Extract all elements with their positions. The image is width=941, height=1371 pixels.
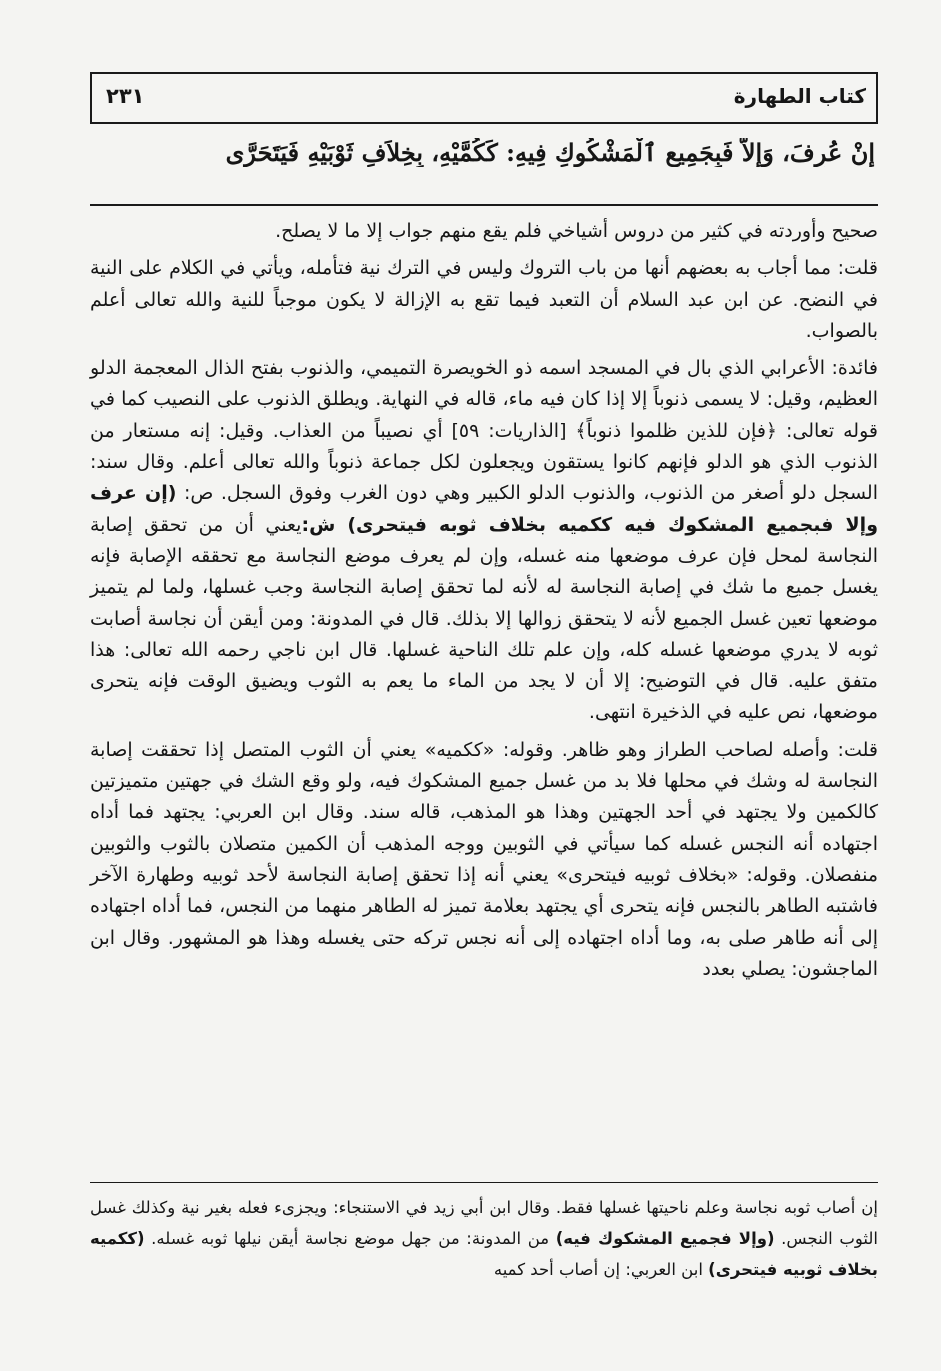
paragraph: صحيح وأوردته في كثير من دروس أشياخي فلم يقع منهم جواب إلا ما لا يصلح. [275,220,878,242]
paragraph-text: يعني أن من تحقق إصابة النجاسة لمحل فإن عرف موضعها منه غسله، وإن لم يعرف موضع النجاسة مع تحققه الإصابة فإنه يغسل جميع ما شك في إصابة النجاسة له لأنه لما تحقق إصابة النجاسة وجب غسلها، ولما لم يتميز موضعها تعين غسل الجميع لأنه لا يتحقق زوالها إلا بذلك. قال في المدونة: ومن أيقن أن نجاسة أصابت ثوبه لا يدري موضعها غسله كله، وإن علم تلك الناحية غسلها. قال ابن ناجي رحمه الله تعالى: هذا متفق عليه. قال في التوضيح: إلا أن لا يجد من الماء ما يعم به الثوب ويضيق الوقت فإنه يتحرى موضعها، نص عليه في الذخيرة انتهى. [90,513,878,724]
footnote-text: إن أصاب ثوبه نجاسة وعلم ناحيتها غسلها فقط. وقال ابن أبي زيد في الاستنجاء: ويجزىء فعله بغير نية وكذلك غسل الثوب النجس. [90,1198,878,1248]
paragraph: قلت: وأصله لصاحب الطراز وهو ظاهر. وقوله: «ككميه» يعني أن الثوب المتصل إذا تحققت إصابة النجاسة له وشك في محلها فلا بد من غسل جميع المشكوك فيه، ولو وقع الشك في جهتين متميزتين كالكمين ولا يجتهد في أحد الجهتين وهذا هو المذهب، قاله سند. وقال ابن العربي: يجتهد فما أداه اجتهاده أنه النجس غسله كما سيأتي في الثوبين ووجه المذهب أن الكمين متصلان بالثوب والثوبين منفصلان. وقوله: «بخلاف ثوبيه فيتحرى» يعني أنه إذا تحقق إصابة النجاسة لأحد ثوبيه وطهارة الآخر فاشتبه الطاهر بالنجس فإنه يتحرى أي يجتهد بعلامة تميز له الطاهر منهما من النجس، فما أداه اجتهاده إلى أنه طاهر صلى به، وما أداه اجتهاده إلى أنه نجس تركه حتى يغسله وهذا هو المشهور. وقال ابن الماجشون: يصلي بعدد [90,738,878,980]
matn-divider [90,204,878,206]
paragraph: قلت: مما أجاب به بعضهم أنها من باب التروك وليس في الترك نية فتأمله، ويأتي في الكلام على النية في النضح. عن ابن عبد السلام أن التعبد فيما تقع به الإزالة لا يكون موجباً للنية والله تعالى أعلم بالصواب. [90,257,878,342]
matn-quote: (إن عرف وإلا فبجميع المشكوك فيه ككميه بخلاف ثوبه فيتحرى) [90,482,879,536]
footnotes [90,1192,878,1285]
footnote-quote: (وإلا فجميع المشكوك فيه) [555,1229,775,1248]
footnote-quote: (ككميه بخلاف ثوبيه فيتحرى) [90,1229,878,1279]
footnote [90,1192,878,1285]
footnote-divider [90,1182,878,1183]
matn-text: إِنْ عُرِفَ، وَإِلاَّ فَبِجَمِيعِ ٱلْمَشْكُوكِ فِيهِ: كَكُمَّيْهِ، بِخِلاَفِ ثَوْبَيْهِ فَيَتَحَرَّى [225,138,875,167]
commentary-body [90,216,878,991]
sharh-marker: ش: [301,513,348,536]
paragraph [90,353,878,729]
paragraph-text: فائدة: الأعرابي الذي بال في المسجد اسمه ذو الخويصرة التميمي، والذنوب بفتح الذال المعجمة الدلو العظيم، وقيل: لا يسمى ذنوباً إلا إذا كان فيه ماء، قاله في النهاية. ويطلق الذنوب على النصيب كما في قوله تعالى: ﴿فإن للذين ظلموا ذنوباً﴾ [الذاريات: ٥٩] أي نصيباً من العذاب. وقيل: إنه مستعار من الذنوب الذي هو الدلو فإنهم كانوا يستقون ويجعلون لكل جماعة ذنوباً والله تعالى أعلم. وقال سند: السجل دلو أصغر من الذنوب، والذنوب الدلو الكبير وهي دون الغرب وفوق السجل. ص: [90,357,878,505]
footnote-text: ابن العربي: إن أصاب أحد كميه [493,1260,709,1279]
book-title: كتاب الطهارة [733,84,866,108]
footnote-text: من المدونة: من جهل موضع نجاسة أيقن نيلها ثوبه غسله. [144,1229,556,1248]
running-header [90,72,878,124]
page-number: ٢٣١ [106,84,145,108]
